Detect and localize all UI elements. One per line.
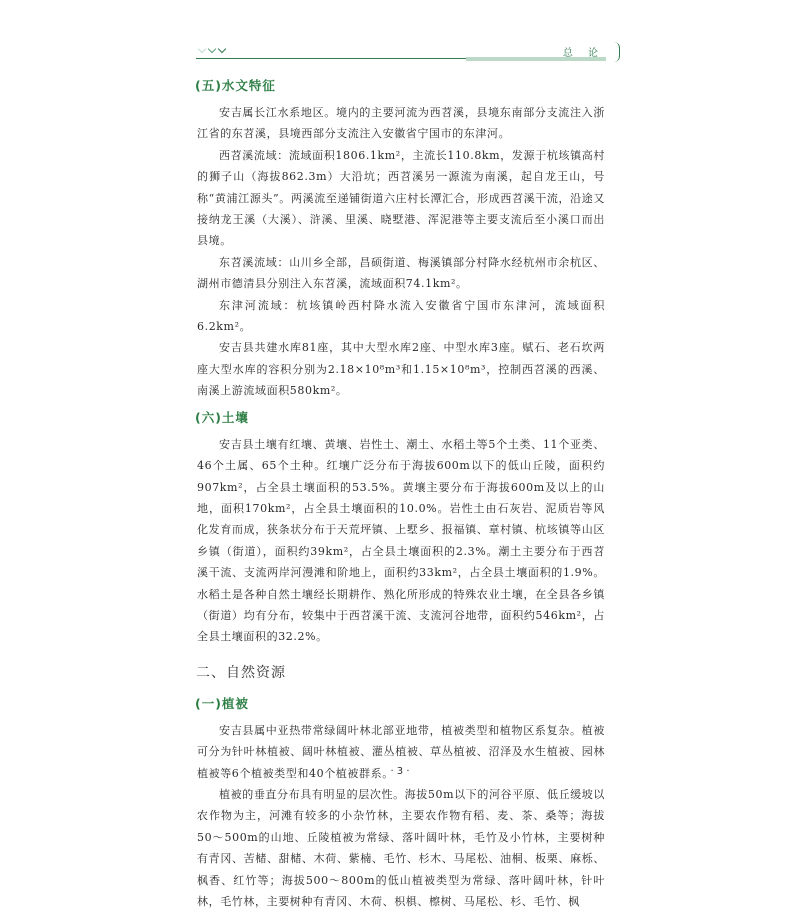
section-heading-hydrology: (五)水文特征 — [195, 78, 276, 93]
chapter-heading: 二、自然资源 — [196, 664, 286, 681]
chevron-down-icon — [198, 46, 206, 54]
chevron-down-icon — [218, 46, 226, 54]
paragraph: 安吉县土壤有红壤、黄壤、岩性土、潮土、水稻土等5个土类、11个亚类、46个土属、65个土种。红壤广泛分布于海拔600m以下的低山丘陵，面积约907km²，占全县土壤面积的53.5%。黄壤主要分布于海拔600m及以上的山地，面积170km²，占全县土壤面积的10.0%。岩性土由石灰岩、泥质岩等风化发育而成，狭条状分布于天荒坪镇、上墅乡、报福镇、章村镇、杭垓镇等山区乡镇（街道），面积约39km²，占全县土壤面积的2.3%。潮土主要分布于西苕溪干流、支流两岸河漫滩和阶地上，面积约33km²，占全县土壤面积的1.9%。水稻土是各种自然土壤经长期耕作、熟化所形成的特殊农业土壤，在全县各乡镇（街道）均有分布，较集中于西苕溪干流、支流河谷地带，面积约546km²，占全县土壤面积的32.2%。 — [197, 437, 605, 644]
paragraph: 东津河流域：杭垓镇岭西村降水流入安徽省宁国市东津河，流域面积6.2km²。 — [197, 298, 605, 334]
paragraph: 西苕溪流域：流域面积1806.1km²，主流长110.8km，发源于杭垓镇高村的狮子山（海拔862.3m）大沿坑；西苕溪另一源流为南溪，起自龙王山，号称“黄浦江源头”。两溪流至递铺街道六庄村长潭汇合，形成西苕溪干流，沿途又接纳龙王溪（大溪）、浒溪、里溪、晓墅港、浑泥港等主要支流后至小溪口而出县境。 — [197, 148, 605, 248]
running-head-title: 总 论 — [562, 48, 604, 59]
running-header — [196, 44, 616, 64]
section-heading-vegetation: (一)植被 — [195, 695, 249, 711]
bracket-decoration — [614, 42, 620, 62]
chevron-down-icon — [208, 46, 216, 54]
page-number: · 3 · — [390, 766, 410, 777]
page-body — [197, 74, 605, 912]
paragraph: 东苕溪流域：山川乡全部，昌硕街道、梅溪镇部分村降水经杭州市余杭区、湖州市德清县分别注入东苕溪，流域面积74.1km²。 — [197, 255, 605, 291]
section-heading-soil: (六)土壤 — [195, 409, 249, 425]
header-rule-dark — [196, 58, 466, 59]
paragraph: 安吉属长江水系地区。境内的主要河流为西苕溪，县境东南部分支流注入浙江省的东苕溪，县境西部分支流注入安徽省宁国市的东津河。 — [197, 106, 605, 141]
paragraph: 安吉县共建水库81座，其中大型水库2座、中型水库3座。赋石、老石坎两座大型水库的容积分别为2.18×10⁸m³和1.15×10⁸m³，控制西苕溪的西溪、南溪上游流域面积580km²。 — [197, 341, 605, 398]
chevron-decoration — [198, 46, 226, 54]
paragraph: 安吉县属中亚热带常绿阔叶林北部亚地带，植被类型和植物区系复杂。植被可分为针叶林植被、阔叶林植被、灌丛植被、草丛植被、沼泽及水生植被、园林植被等6个植被类型和40个植被群系。 — [197, 723, 605, 780]
paragraph: 植被的垂直分布具有明显的层次性。海拔50m以下的河谷平原、低丘缓坡以农作物为主，河滩有较多的小杂竹林，主要农作物有稻、麦、茶、桑等；海拔50～500m的山地、丘陵植被为常绿、落叶阔叶林，毛竹及小竹林，主要树种有青冈、苦槠、甜槠、木荷、紫楠、毛竹、杉木、马尾松、油桐、板栗、麻栎、枫香、红竹等；海拔500～800m的低山植被类型为常绿、落叶阔叶林，针叶林，毛竹林，主要树种有青冈、木荷、枳椇、檫树、马尾松、杉、毛竹、枫 — [197, 787, 605, 908]
